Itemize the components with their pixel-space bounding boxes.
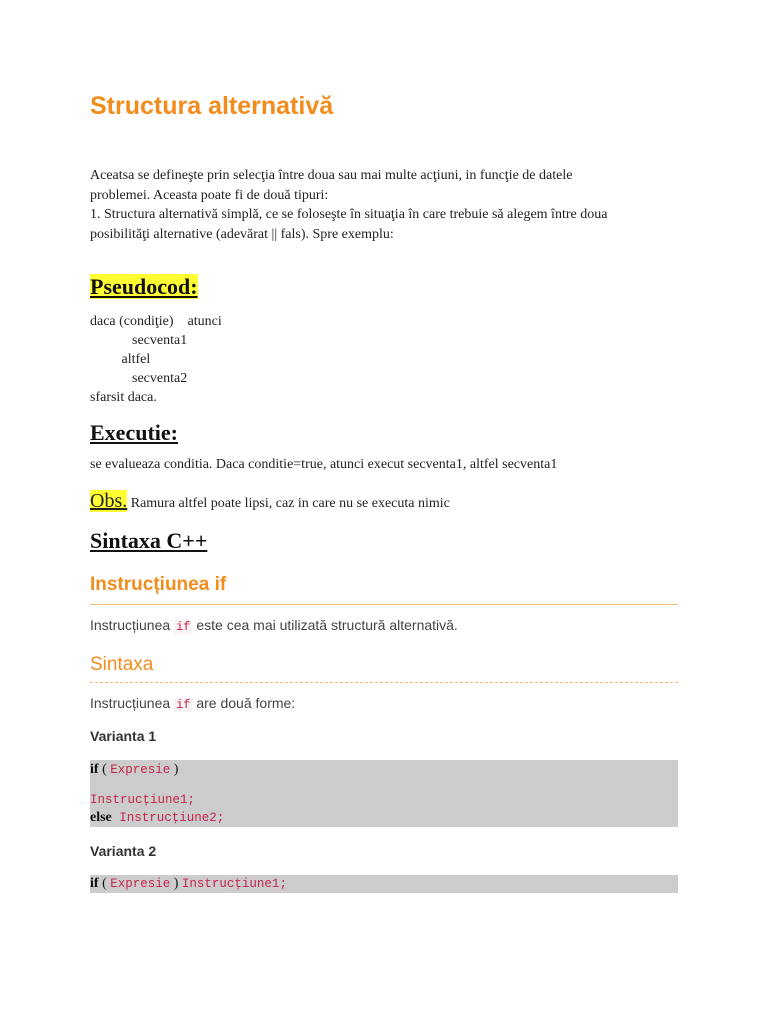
code-expression: Expresie — [110, 877, 171, 891]
keyword-if: if — [90, 876, 99, 891]
paren-close: ) — [170, 876, 182, 891]
if-desc-pre: Instrucțiunea — [90, 617, 175, 633]
inline-code-if: if — [176, 620, 191, 634]
code-line — [90, 875, 678, 893]
code-line — [90, 791, 678, 809]
intro-line-1: Aceatsa se defineşte prin selecţia între doua sau mai multe acţiuni, in funcţie de datele — [90, 168, 573, 183]
if-section-description — [90, 617, 458, 634]
code-statement-1: Instrucţiune1; — [90, 793, 196, 807]
keyword-if: if — [90, 762, 99, 777]
code-blank-line — [90, 779, 678, 791]
paren-open: ( — [98, 876, 111, 891]
if-desc-post: este cea mai utilizată structură alternativă. — [192, 617, 458, 633]
obs-label: Obs. — [90, 490, 128, 512]
pseudocode-line: altfel — [90, 352, 151, 367]
execution-heading: Executie: — [90, 420, 178, 445]
code-line — [90, 761, 678, 779]
variant-1-label: Varianta 1 — [90, 728, 157, 744]
inline-code-if: if — [176, 698, 191, 712]
code-statement-2: Instrucţiune2; — [111, 811, 225, 825]
pseudocode-line: sfarsit daca. — [90, 390, 157, 405]
intro-line-4: posibilităţi alternative (adevărat || fals). Spre exemplu: — [90, 226, 394, 242]
pseudocode-heading-text: Pseudocod: — [90, 274, 198, 299]
section-divider — [90, 604, 678, 605]
pseudocode-line: daca (condiţie) atunci — [90, 314, 222, 329]
code-line — [90, 809, 678, 827]
sintaxa-section-title: Sintaxa — [90, 654, 154, 675]
execution-text: se evalueaza conditia. Daca conditie=true, atunci execut secventa1, altfel secventa1 — [90, 457, 558, 472]
intro-line-3: 1. Structura alternativă simplă, ce se foloseşte în situaţia în care trebuie să alegem între doua — [90, 207, 608, 222]
syntax-cpp-heading: Sintaxa C++ — [90, 528, 208, 553]
variant-2-label: Varianta 2 — [90, 843, 157, 859]
section-divider-dashed — [90, 682, 678, 683]
code-block-variant-1 — [90, 760, 678, 827]
sintaxa-desc-post: are două forme: — [192, 695, 296, 711]
code-statement-1: Instrucţiune1; — [181, 877, 287, 891]
pseudocode-heading — [90, 274, 198, 300]
paren-open: ( — [98, 762, 111, 777]
sintaxa-desc-pre: Instrucțiunea — [90, 695, 175, 711]
pseudocode-line: secventa2 — [90, 371, 188, 386]
pseudocode-block — [90, 312, 222, 407]
code-block-variant-2 — [90, 875, 678, 893]
sintaxa-description — [90, 695, 295, 712]
page-title: Structura alternativă — [90, 92, 334, 120]
intro-line-2: problemei. Aceasta poate fi de două tipuri: — [90, 187, 329, 203]
paren-close: ) — [170, 762, 179, 777]
pseudocode-line: secventa1 — [90, 333, 188, 348]
keyword-else: else — [90, 810, 112, 825]
if-section-title: Instrucțiunea if — [90, 574, 227, 595]
obs-text: Ramura altfel poate lipsi, caz in care nu se executa nimic — [127, 496, 450, 511]
intro-paragraph — [90, 166, 650, 244]
obs-note — [90, 490, 450, 513]
code-expression: Expresie — [110, 763, 171, 777]
